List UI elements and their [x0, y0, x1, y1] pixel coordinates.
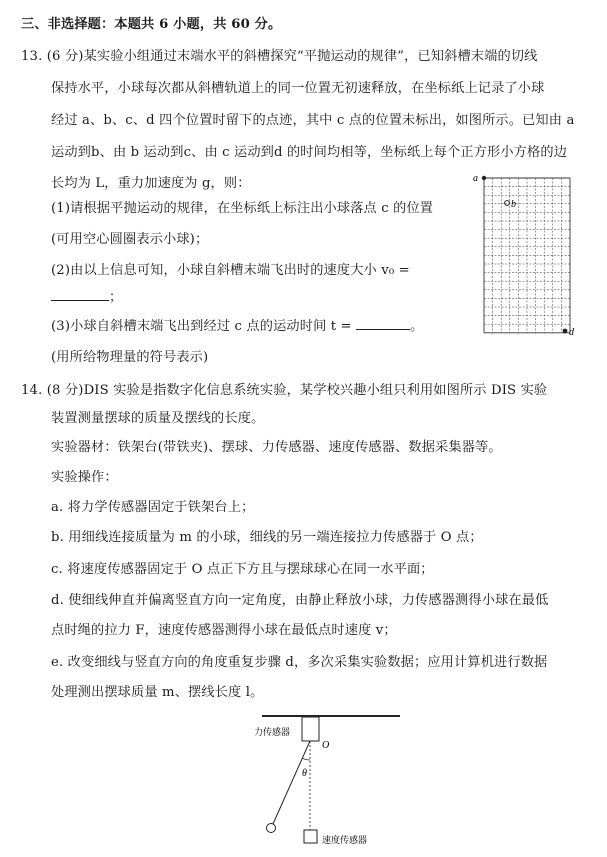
q13-item-3 — [51, 317, 423, 336]
q14-line-7: c. 将速度传感器固定于 O 点正下方且与摆球球心在同一水平面； — [51, 562, 434, 577]
q13-line-4: 运动到b、由 b 运动到c、由 c 运动到d 的时间均相等，坐标纸上每个正方形小方格的边 — [51, 145, 568, 160]
answer-blank-t[interactable] — [356, 317, 410, 330]
q13-line-5: 长均为 L，重力加速度为 g，则： — [51, 176, 251, 191]
q14-line-4: 实验操作： — [51, 470, 118, 485]
grid-lines — [484, 178, 570, 333]
section-heading: 三、非选择题：本题共 6 小题，共 60 分。 — [21, 17, 282, 32]
q13-line-1: 13. (6 分)某实验小组通过末端水平的斜槽探究“平抛运动的规律”，已知斜槽末端的切线 — [21, 49, 538, 64]
q13-item-1b: (可用空心圆圈表示小球)； — [51, 232, 209, 247]
pendulum-ball — [267, 824, 276, 833]
q14-line-1: 14. (8 分)DIS 实验是指数字化信息系统实验，某学校兴趣小组只利用如图所示 DIS 实验 — [21, 383, 548, 398]
q13-line-3: 经过 a、b、c、d 四个位置时留下的点迹，其中 c 点的位置未标出，如图所示。已知由 a — [51, 113, 575, 128]
point-b — [505, 201, 510, 206]
speed-sensor-label: 速度传感器 — [322, 835, 368, 845]
q13-item-3-text: (3)小球自斜槽末端飞出到经过 c 点的运动时间 t = — [51, 319, 352, 334]
q13-item-2: (2)由以上信息可知，小球自斜槽末端飞出时的速度大小 v₀ = — [51, 263, 410, 278]
point-o-label: O — [322, 740, 330, 751]
angle-arc — [302, 758, 310, 760]
label-b: b — [511, 199, 516, 210]
point-a — [482, 176, 486, 180]
q13-note: (用所给物理量的符号表示) — [51, 350, 209, 365]
answer-blank-v0[interactable] — [51, 288, 109, 301]
q13-item-3-end: 。 — [410, 319, 424, 334]
q13-item-2-end: ； — [109, 290, 123, 305]
q14-line-5: a. 将力学传感器固定于铁架台上； — [51, 500, 255, 515]
speed-sensor-box — [304, 830, 317, 843]
point-d — [563, 329, 568, 334]
q13-line-2: 保持水平，小球每次都从斜槽轨道上的同一位置无初速释放，在坐标纸上记录了小球 — [51, 81, 545, 96]
q14-line-10: e. 改变细线与竖直方向的角度重复步骤 d，多次采集实验数据；应用计算机进行数据 — [51, 655, 548, 670]
q14-line-11: 处理测出摆球质量 m、摆线长度 l。 — [51, 685, 264, 700]
q14-line-9: 点时绳的拉力 F，速度传感器测得小球在最低点时速度 v； — [51, 623, 397, 638]
q13-item-1: (1)请根据平抛运动的规律，在坐标纸上标注出小球落点 c 的位置 — [51, 201, 434, 216]
force-sensor-box — [302, 717, 319, 741]
q13-item-2-answer — [51, 288, 122, 307]
coordinate-grid-figure[interactable] — [470, 170, 585, 345]
pendulum-string — [273, 741, 310, 824]
q14-line-3: 实验器材：铁架台(带铁夹)、摆球、力传感器、速度传感器、数据采集器等。 — [51, 440, 502, 455]
q14-line-2: 装置测量摆球的质量及摆线的长度。 — [51, 411, 265, 426]
label-a: a — [473, 173, 478, 184]
force-sensor-label: 力传感器 — [254, 727, 291, 737]
q14-line-8: d. 使细线伸直并偏离竖直方向一定角度，由静止释放小球，力传感器测得小球在最低 — [51, 593, 549, 608]
label-d: d — [569, 327, 574, 338]
pendulum-apparatus-figure — [240, 712, 420, 852]
angle-label: θ — [302, 768, 307, 779]
q14-line-6: b. 用细线连接质量为 m 的小球，细线的另一端连接拉力传感器于 O 点； — [51, 530, 483, 545]
